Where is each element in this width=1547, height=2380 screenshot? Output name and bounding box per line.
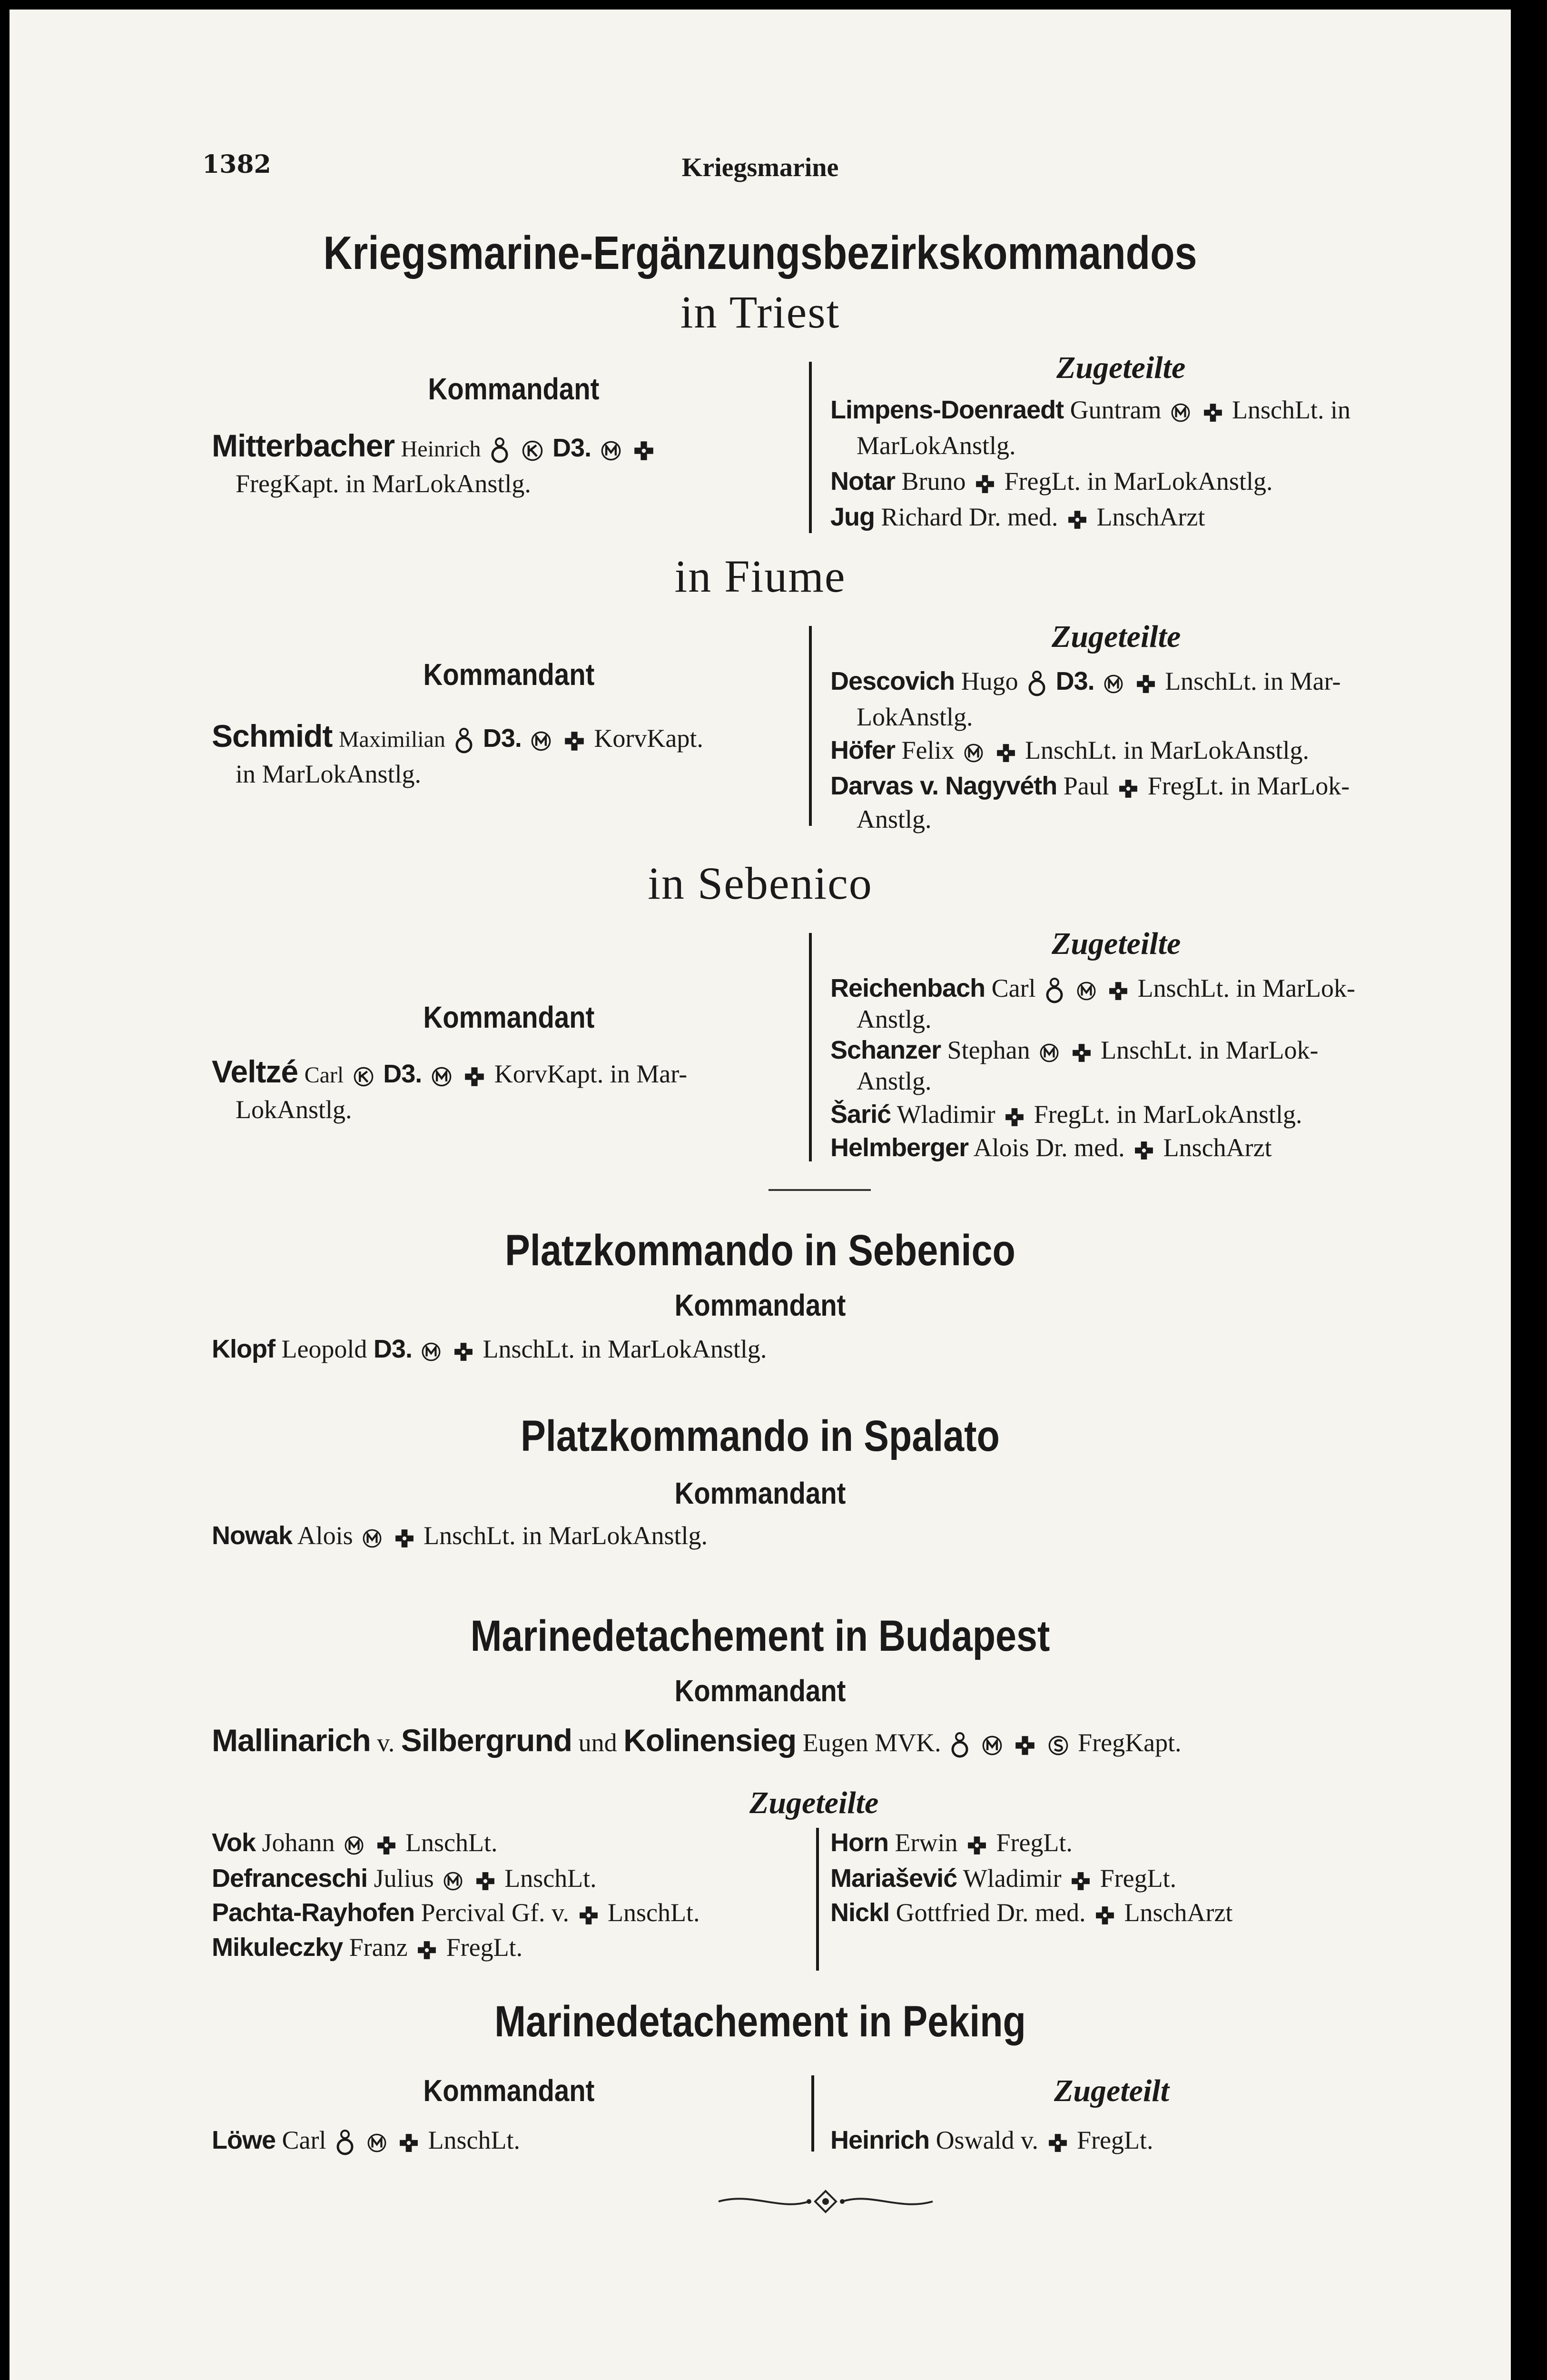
military-merit-icon bbox=[964, 743, 984, 763]
cross-icon bbox=[453, 1342, 473, 1362]
kommandant-rank-sebenico: LokAnstlg. bbox=[236, 1095, 352, 1124]
zugeteilte-entry: Mikuleczky Franz FregLt. bbox=[212, 1933, 523, 1962]
zugeteilte-entry: Vok Johann LnschLt. bbox=[212, 1828, 498, 1857]
kommandant-entry-peking: Löwe Carl LnschLt. bbox=[212, 2123, 520, 2159]
cross-icon bbox=[1067, 510, 1087, 530]
military-merit-icon bbox=[367, 2133, 387, 2153]
cross-icon bbox=[1118, 779, 1138, 799]
zugeteilte-entry: Pachta-Rayhofen Percival Gf. v. LnschLt. bbox=[212, 1898, 700, 1927]
order-k-icon bbox=[522, 440, 543, 462]
cross-icon bbox=[1136, 674, 1156, 694]
cross-icon bbox=[564, 731, 585, 752]
zugeteilt-entry-peking: Heinrich Oswald v. FregLt. bbox=[830, 2126, 1153, 2154]
zugeteilte-entry: Schanzer Stephan LnschLt. in MarLok- bbox=[830, 1036, 1319, 1064]
cross-icon bbox=[417, 1940, 437, 1960]
cross-icon bbox=[1048, 2133, 1068, 2153]
kommandant-label: Kommandant bbox=[674, 1476, 846, 1510]
military-merit-icon bbox=[431, 1066, 452, 1087]
section-title-budapest: Marinedetachement in Budapest bbox=[470, 1612, 1050, 1660]
military-merit-icon bbox=[531, 731, 552, 752]
zugeteilte-entry: Notar Bruno FregLt. in MarLokAnstlg. bbox=[830, 467, 1273, 496]
main-title: Kriegsmarine-Ergänzungsbezirkskommandos bbox=[323, 227, 1197, 279]
kommandant-label: Kommandant bbox=[674, 1288, 846, 1322]
cross-icon bbox=[633, 440, 654, 461]
column-divider bbox=[809, 626, 812, 826]
cross-icon bbox=[394, 1528, 414, 1548]
zugeteilte-label-sebenico: Zugeteilte bbox=[1052, 926, 1181, 961]
zugeteilte-entry-cont: MarLokAnstlg. bbox=[857, 431, 1016, 460]
zugeteilte-label-fiume: Zugeteilte bbox=[1052, 619, 1181, 654]
decoration-icon bbox=[1045, 975, 1064, 1007]
ornament-icon bbox=[714, 2187, 937, 2216]
zugeteilte-entry: Darvas v. Nagyvéth Paul FregLt. in MarLok- bbox=[830, 772, 1350, 800]
cross-icon bbox=[1095, 1905, 1115, 1925]
zugeteilte-label-budapest: Zugeteilte bbox=[749, 1785, 879, 1820]
cross-icon bbox=[1015, 1735, 1035, 1756]
cross-icon bbox=[399, 2133, 419, 2153]
zugeteilt-label-peking: Zugeteilt bbox=[1054, 2073, 1169, 2108]
kommandant-rank-fiume: in MarLokAnstlg. bbox=[236, 760, 421, 788]
zugeteilte-entry: Defranceschi Julius LnschLt. bbox=[212, 1864, 597, 1893]
cross-icon bbox=[996, 743, 1016, 763]
kommandant-label: Kommandant bbox=[423, 2073, 595, 2108]
cross-icon bbox=[464, 1066, 485, 1087]
section-divider bbox=[769, 1189, 871, 1191]
military-merit-icon bbox=[601, 440, 621, 461]
book-page bbox=[10, 10, 1511, 2380]
kommandant-label-fiume: Kommandant bbox=[423, 657, 595, 692]
section-title-platz-spalato: Platzkommando in Spalato bbox=[521, 1412, 1000, 1460]
kommandant-entry-fiume: Schmidt Maximilian D3. KorvKapt. bbox=[212, 719, 703, 758]
zugeteilte-entry: Reichenbach Carl LnschLt. in MarLok- bbox=[830, 971, 1355, 1007]
cross-icon bbox=[1005, 1107, 1025, 1127]
column-divider bbox=[811, 2075, 814, 2152]
decoration-icon bbox=[950, 1729, 969, 1762]
column-divider bbox=[809, 933, 812, 1161]
cross-icon bbox=[1203, 403, 1223, 423]
officer-name: Mitterbacher bbox=[212, 428, 395, 463]
city-heading-triest: in Triest bbox=[680, 287, 840, 337]
page-number: 1382 bbox=[202, 150, 271, 179]
zugeteilte-entry: Descovich Hugo D3. LnschLt. in Mar- bbox=[830, 664, 1341, 700]
zugeteilte-entry-cont: Anstlg. bbox=[857, 1005, 932, 1033]
decoration-icon bbox=[490, 434, 509, 467]
kommandant-rank-triest: FregKapt. in MarLokAnstlg. bbox=[236, 469, 531, 498]
kommandant-entry-platz-spalato: Nowak Alois LnschLt. in MarLokAnstlg. bbox=[212, 1521, 708, 1550]
cross-icon bbox=[975, 474, 995, 494]
cross-icon bbox=[1072, 1043, 1092, 1063]
zugeteilte-entry: Limpens-Doenraedt Guntram LnschLt. in bbox=[830, 396, 1350, 424]
kommandant-label-sebenico: Kommandant bbox=[423, 1000, 595, 1034]
zugeteilte-entry-cont: Anstlg. bbox=[857, 1067, 932, 1095]
kommandant-label-triest: Kommandant bbox=[428, 372, 600, 406]
running-title: Kriegsmarine bbox=[681, 153, 839, 182]
order-s-icon bbox=[1048, 1735, 1069, 1756]
zugeteilte-entry: Höfer Felix LnschLt. in MarLokAnstlg. bbox=[830, 736, 1309, 764]
zugeteilte-entry: Nickl Gottfried Dr. med. LnschArzt bbox=[830, 1898, 1233, 1927]
zugeteilte-entry: Šarić Wladimir FregLt. in MarLokAnstlg. bbox=[830, 1100, 1302, 1129]
section-title-peking: Marinedetachement in Peking bbox=[494, 1997, 1026, 2046]
military-merit-icon bbox=[1039, 1043, 1059, 1063]
cross-icon bbox=[1134, 1140, 1154, 1160]
column-divider bbox=[809, 362, 812, 533]
military-merit-icon bbox=[1076, 981, 1096, 1001]
military-merit-icon bbox=[443, 1871, 463, 1891]
cross-icon bbox=[1108, 981, 1128, 1001]
military-merit-icon bbox=[982, 1735, 1003, 1756]
decoration-icon bbox=[335, 2127, 355, 2159]
decoration-icon bbox=[454, 724, 473, 758]
city-heading-sebenico: in Sebenico bbox=[648, 858, 873, 909]
military-merit-icon bbox=[1104, 674, 1123, 694]
cross-icon bbox=[475, 1871, 495, 1891]
kommandant-entry-triest: Mitterbacher Heinrich D3. bbox=[212, 428, 657, 467]
zugeteilte-entry: Horn Erwin FregLt. bbox=[830, 1828, 1073, 1857]
military-merit-icon bbox=[1171, 403, 1191, 423]
cross-icon bbox=[579, 1905, 599, 1925]
military-merit-icon bbox=[344, 1835, 364, 1855]
kommandant-label: Kommandant bbox=[674, 1674, 846, 1708]
kommandant-entry-budapest: Mallinarich v. Silbergrund und Kolinensieg Eugen MVK. FregKapt. bbox=[212, 1723, 1182, 1762]
military-merit-icon bbox=[421, 1342, 441, 1362]
city-heading-fiume: in Fiume bbox=[674, 551, 846, 602]
cross-icon bbox=[376, 1835, 396, 1855]
zugeteilte-entry: Mariašević Wladimir FregLt. bbox=[830, 1864, 1177, 1893]
kommandant-entry-platz-sebenico: Klopf Leopold D3. LnschLt. in MarLokAnstlg. bbox=[212, 1335, 767, 1363]
zugeteilte-entry-cont: LokAnstlg. bbox=[857, 703, 973, 731]
zugeteilte-entry-cont: Anstlg. bbox=[857, 805, 932, 833]
military-merit-icon bbox=[362, 1528, 382, 1548]
cross-icon bbox=[967, 1835, 987, 1855]
column-divider bbox=[816, 1828, 819, 1971]
zugeteilte-entry: Helmberger Alois Dr. med. LnschArzt bbox=[830, 1133, 1272, 1162]
zugeteilte-entry: Jug Richard Dr. med. LnschArzt bbox=[830, 503, 1205, 531]
order-k-icon bbox=[353, 1066, 374, 1087]
decoration-icon bbox=[1027, 668, 1046, 700]
cross-icon bbox=[1071, 1871, 1091, 1891]
kommandant-entry-sebenico: Veltzé Carl D3. KorvKapt. in Mar- bbox=[212, 1054, 688, 1089]
zugeteilte-label-triest: Zugeteilte bbox=[1056, 350, 1186, 385]
section-title-platz-sebenico: Platzkommando in Sebenico bbox=[505, 1226, 1015, 1275]
